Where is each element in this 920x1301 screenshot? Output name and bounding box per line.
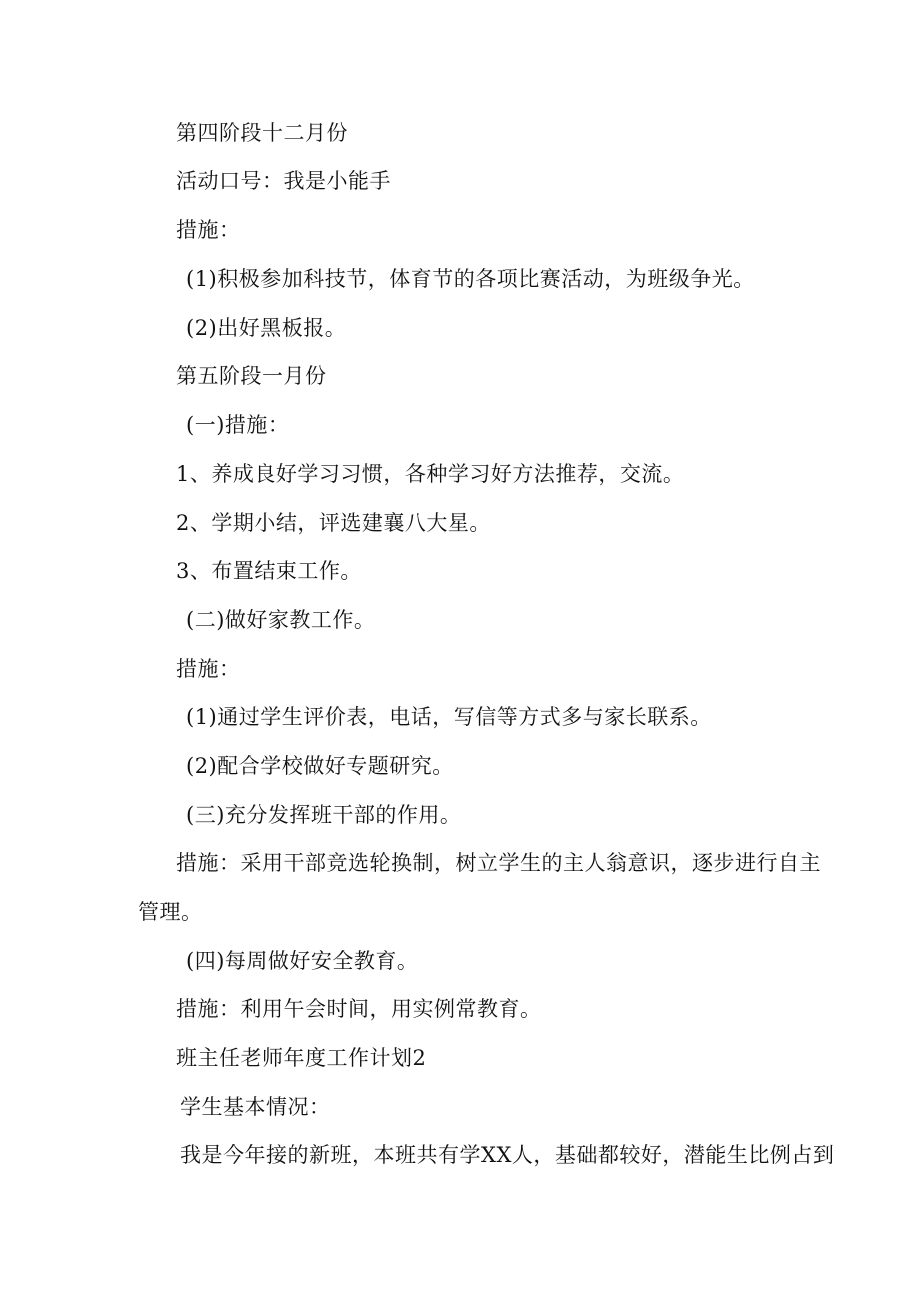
paragraph-line: 管理。 bbox=[138, 900, 203, 924]
list-item: 1、养成良好学习习惯，各种学习好方法推荐，交流。 bbox=[176, 462, 685, 486]
paragraph-line: 我是今年接的新班，本班共有学XX人，基础都较好，潜能生比例占到 bbox=[180, 1143, 835, 1167]
list-item: 2、学期小结，评选建襄八大星。 bbox=[176, 511, 491, 535]
subsection-heading: (二)做好家教工作。 bbox=[186, 608, 376, 632]
section-heading-stage-5: 第五阶段一月份 bbox=[176, 364, 327, 388]
measure-item: (2)出好黑板报。 bbox=[186, 316, 347, 340]
subsection-heading: 学生基本情况： bbox=[180, 1095, 331, 1119]
measure-item: (1)积极参加科技节，体育节的各项比赛活动，为班级争光。 bbox=[186, 267, 755, 291]
paragraph-line: 措施：利用午会时间，用实例常教育。 bbox=[176, 997, 542, 1021]
subsection-heading: (四)每周做好安全教育。 bbox=[186, 949, 419, 973]
list-item: 3、布置结束工作。 bbox=[176, 559, 362, 583]
paragraph-line: 措施：采用干部竞选轮换制，树立学生的主人翁意识，逐步进行自主 bbox=[176, 851, 821, 875]
subsection-heading: (一)措施： bbox=[186, 413, 290, 437]
subsection-heading: (三)充分发挥班干部的作用。 bbox=[186, 803, 462, 827]
measures-label: 措施： bbox=[176, 218, 241, 242]
section-heading-stage-4: 第四阶段十二月份 bbox=[176, 121, 348, 145]
measure-item: (1)通过学生评价表，电话，写信等方式多与家长联系。 bbox=[186, 705, 712, 729]
measures-label: 措施： bbox=[176, 657, 241, 681]
measure-item: (2)配合学校做好专题研究。 bbox=[186, 754, 454, 778]
document-section-title: 班主任老师年度工作计划2 bbox=[176, 1046, 427, 1070]
activity-slogan: 活动口号：我是小能手 bbox=[176, 169, 391, 193]
